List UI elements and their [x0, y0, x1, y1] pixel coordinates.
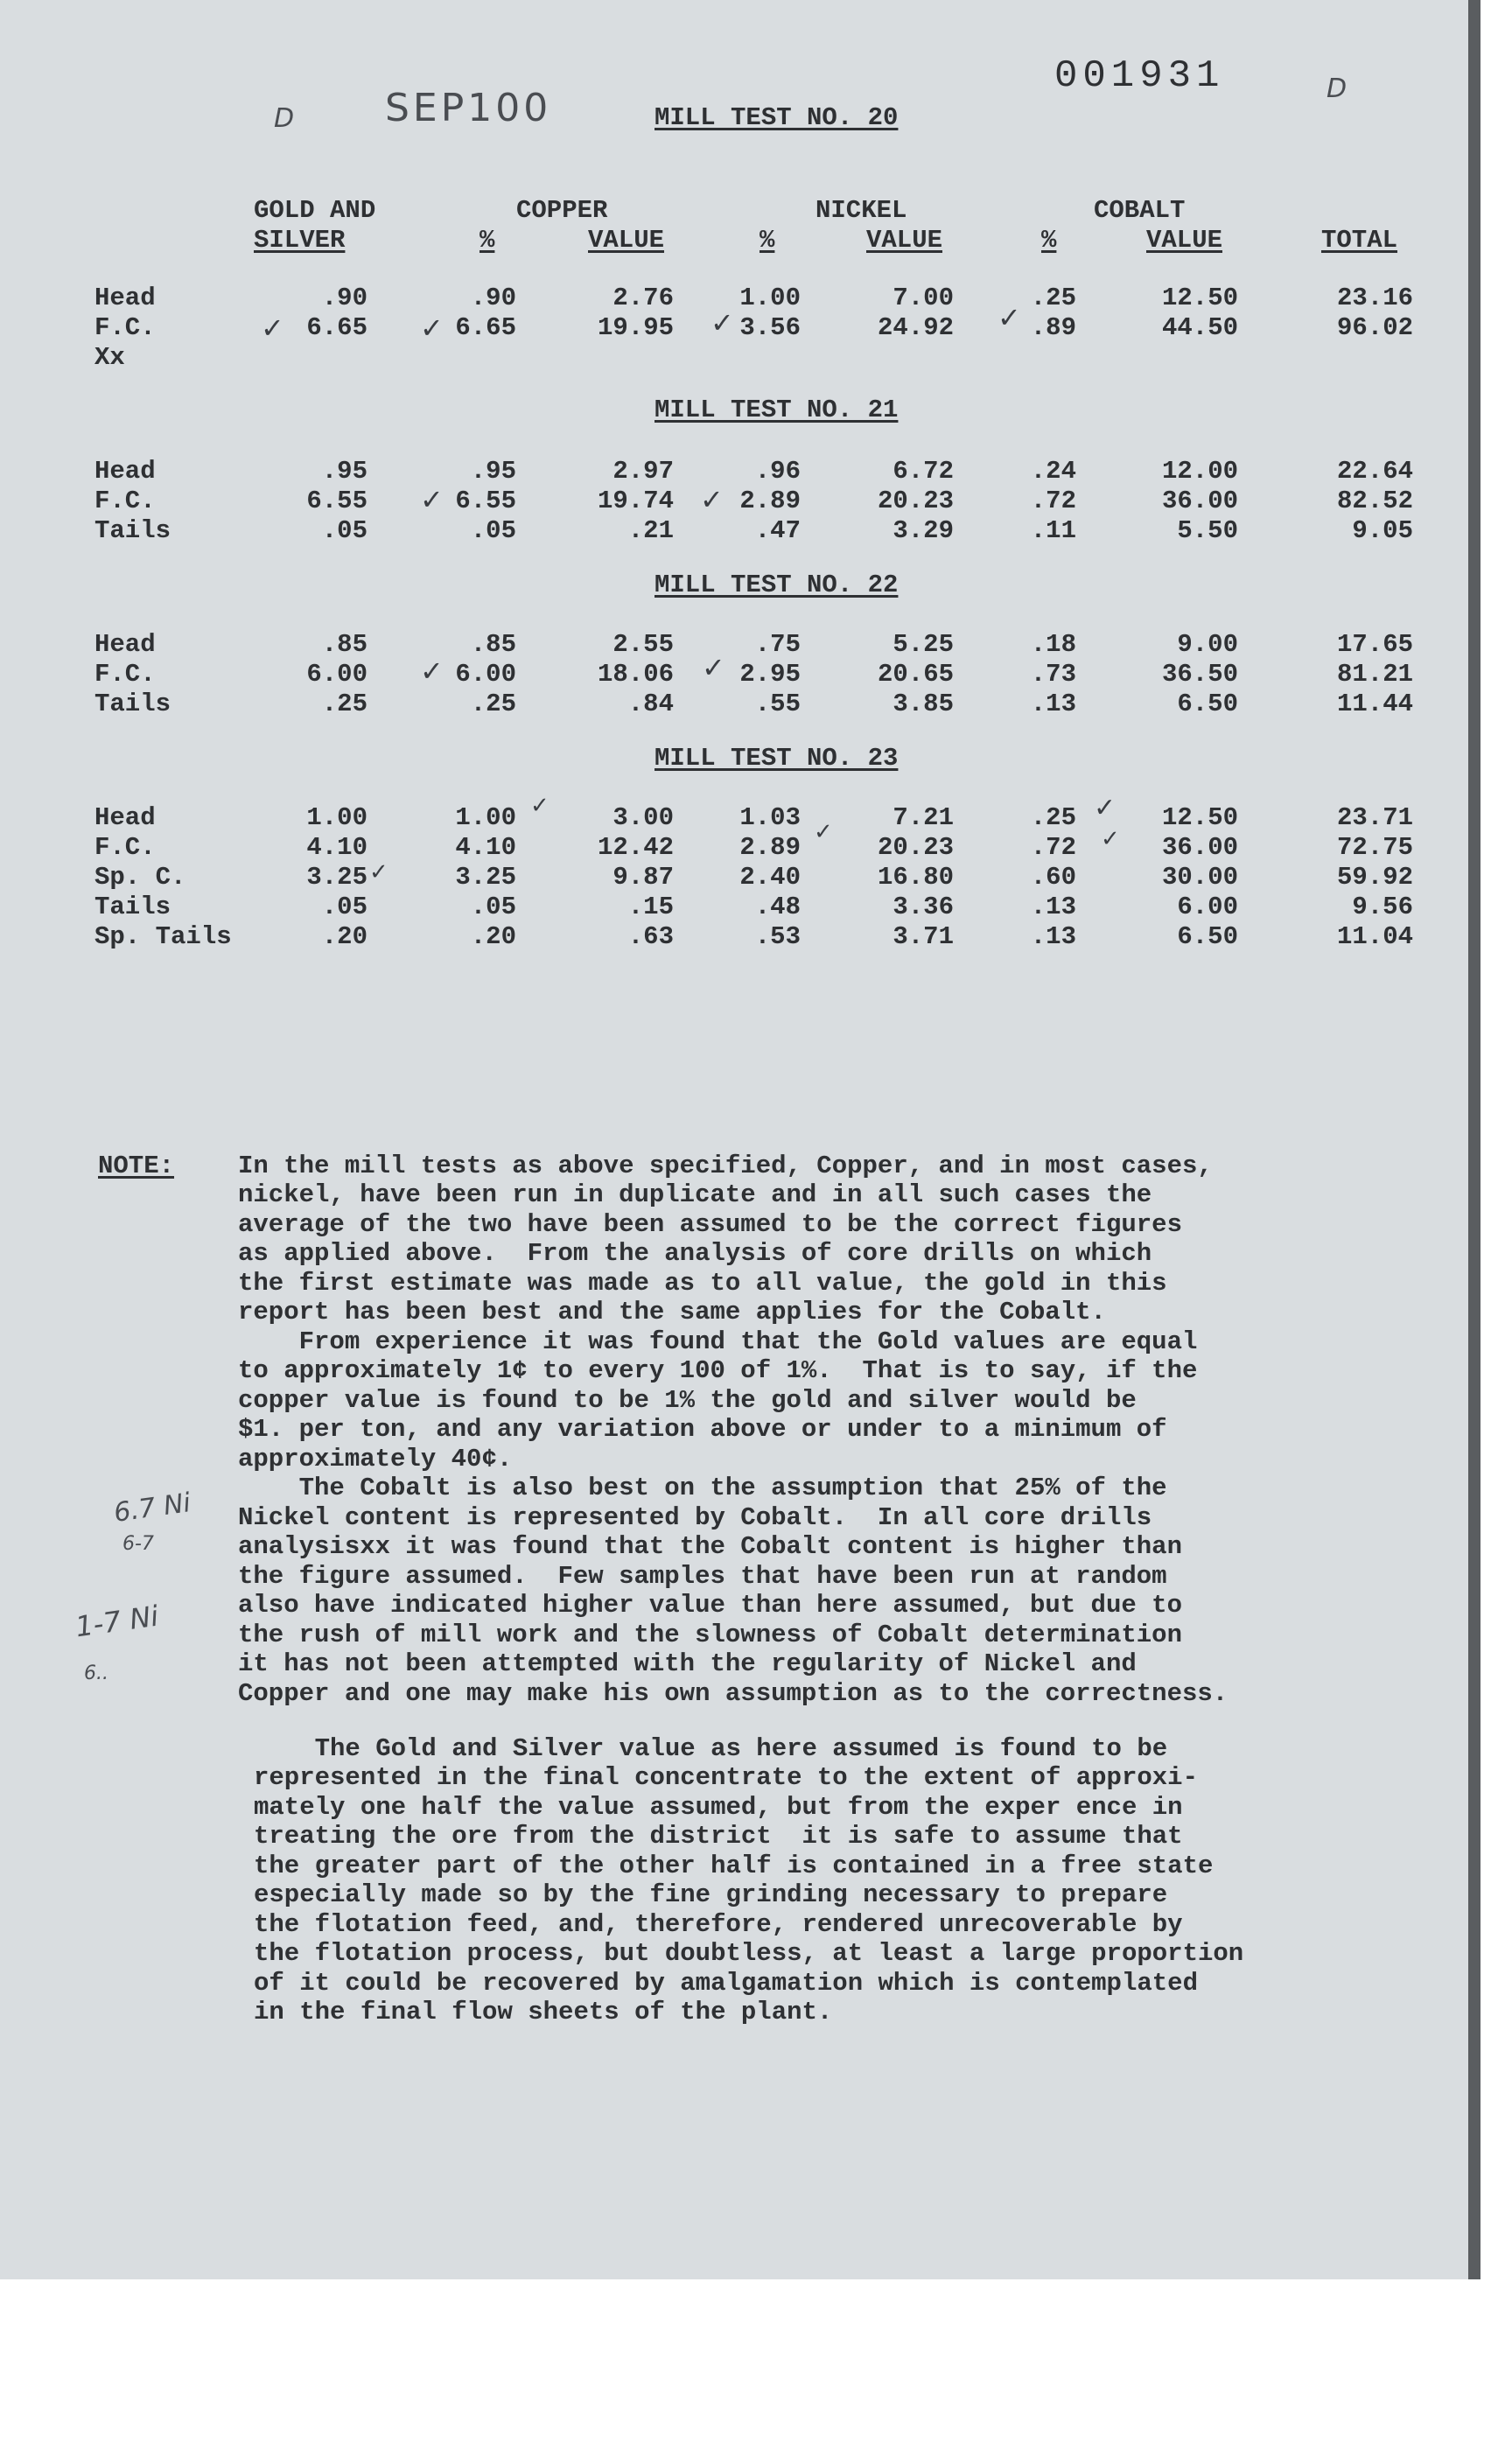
cell-cobalt-pct: .72: [1030, 833, 1076, 862]
cell-nickel-pct: 2.89: [739, 833, 801, 862]
row-label: Head: [94, 803, 156, 832]
col-header-copper-value: VALUE: [588, 226, 665, 255]
final-line: the greater part of the other half is contained in a free state: [254, 1852, 1214, 1880]
cell-nickel-pct: 2.95: [739, 660, 801, 689]
note-line: analysisxx it was found that the Cobalt content is higher than: [238, 1532, 1182, 1561]
cell-cobalt-value: 44.50: [1161, 313, 1238, 342]
cell-cobalt-pct: .13: [1030, 690, 1076, 718]
cell-nickel-pct: 2.40: [739, 863, 801, 892]
cell-gold: 6.00: [306, 660, 368, 689]
cell-gold: .95: [321, 457, 368, 486]
cell-cobalt-pct: .73: [1030, 660, 1076, 689]
cell-cobalt-value: 36.50: [1161, 660, 1238, 689]
cell-cobalt-pct: .60: [1030, 863, 1076, 892]
cell-total: 23.71: [1336, 803, 1413, 832]
note-line: the first estimate was made as to all value, the gold in this: [238, 1269, 1167, 1298]
cell-copper-pct: .20: [470, 922, 516, 951]
cell-nickel-value: 16.80: [877, 863, 954, 892]
cell-nickel-value: 3.36: [892, 892, 954, 921]
cell-cobalt-pct: .13: [1030, 922, 1076, 951]
cell-copper-value: .84: [627, 690, 674, 718]
cell-copper-value: 19.74: [597, 486, 674, 515]
cell-nickel-pct: .48: [754, 892, 801, 921]
margin-note: 6-7: [122, 1533, 154, 1555]
col-header-nickel-pct: %: [760, 226, 775, 255]
col-header-gold-1: GOLD AND: [254, 196, 376, 225]
cell-nickel-pct: .96: [754, 457, 801, 486]
cell-nickel-pct: 1.00: [739, 284, 801, 312]
final-line: of it could be recovered by amalgamation which is contemplated: [254, 1969, 1198, 1998]
col-header-cobalt-value: VALUE: [1146, 226, 1223, 255]
cell-copper-pct: 3.25: [455, 863, 516, 892]
note-line: the rush of mill work and the slowness of Cobalt determination: [238, 1620, 1182, 1649]
cell-cobalt-value: 36.00: [1161, 833, 1238, 862]
col-header-copper: COPPER: [516, 196, 608, 225]
cell-gold: 1.00: [306, 803, 368, 832]
check-mark: ✓: [420, 483, 444, 516]
cell-cobalt-pct: .89: [1030, 313, 1076, 342]
cell-copper-pct: .05: [470, 516, 516, 545]
cell-copper-pct: .95: [470, 457, 516, 486]
cell-gold: .20: [321, 922, 368, 951]
col-header-nickel-value: VALUE: [866, 226, 943, 255]
cell-nickel-value: 20.65: [877, 660, 954, 689]
note-line: In the mill tests as above specified, Copper, and in most cases,: [238, 1152, 1213, 1180]
cell-cobalt-value: 12.50: [1161, 284, 1238, 312]
check-mark: ✓: [814, 819, 833, 845]
cell-total: 17.65: [1336, 630, 1413, 659]
cell-gold: .05: [321, 892, 368, 921]
margin-note: 6..: [84, 1662, 108, 1684]
check-mark: ✓: [998, 301, 1021, 334]
cell-cobalt-pct: .24: [1030, 457, 1076, 486]
cell-copper-value: 12.42: [597, 833, 674, 862]
row-label: F.C.: [94, 486, 156, 515]
cell-gold: .05: [321, 516, 368, 545]
cell-total: 82.52: [1336, 486, 1413, 515]
row-label: Head: [94, 284, 156, 312]
check-mark: ✓: [420, 312, 444, 345]
page-edge-shadow: [1468, 0, 1480, 2279]
final-line: mately one half the value assumed, but from the exper ence in: [254, 1793, 1183, 1822]
cell-gold: 6.55: [306, 486, 368, 515]
row-label: Sp. Tails: [94, 922, 232, 951]
cell-copper-value: .21: [627, 516, 674, 545]
cell-cobalt-pct: .13: [1030, 892, 1076, 921]
cell-cobalt-value: 12.00: [1161, 457, 1238, 486]
cell-cobalt-value: 6.50: [1177, 922, 1238, 951]
row-label: Sp. C.: [94, 863, 186, 892]
cell-nickel-pct: 3.56: [739, 313, 801, 342]
cell-gold: .25: [321, 690, 368, 718]
cell-nickel-value: 5.25: [892, 630, 954, 659]
check-mark: ✓: [700, 483, 724, 516]
cell-nickel-value: 20.23: [877, 486, 954, 515]
check-mark: ✓: [420, 654, 444, 688]
cell-cobalt-pct: .18: [1030, 630, 1076, 659]
cell-total: 11.44: [1336, 690, 1413, 718]
note-line: $1. per ton, and any variation above or under to a minimum of: [238, 1415, 1167, 1444]
final-line: the flotation feed, and, therefore, rendered unrecoverable by: [254, 1910, 1183, 1939]
check-mark: ✓: [1094, 793, 1116, 823]
cell-total: 23.16: [1336, 284, 1413, 312]
row-label: Xx: [94, 343, 125, 372]
cell-total: 96.02: [1336, 313, 1413, 342]
cell-copper-value: 2.76: [612, 284, 674, 312]
cell-gold: 6.65: [306, 313, 368, 342]
cell-nickel-value: 6.72: [892, 457, 954, 486]
cell-copper-value: 9.87: [612, 863, 674, 892]
row-label: Tails: [94, 892, 172, 921]
cell-nickel-value: 20.23: [877, 833, 954, 862]
cell-copper-pct: .05: [470, 892, 516, 921]
final-line: The Gold and Silver value as here assumed is found to be: [254, 1734, 1168, 1763]
col-header-gold-2: SILVER: [254, 226, 346, 255]
document-number: 001931: [1054, 54, 1225, 98]
note-line: also have indicated higher value than here assumed, but due to: [238, 1591, 1182, 1620]
cell-copper-value: .63: [627, 922, 674, 951]
check-mark: ✓: [1101, 826, 1120, 852]
check-mark: ✓: [710, 306, 734, 340]
stamp-prefix: D: [274, 103, 295, 134]
final-line: the flotation process, but doubtless, at least a large proportion: [254, 1939, 1244, 1968]
cell-cobalt-value: 30.00: [1161, 863, 1238, 892]
row-label: F.C.: [94, 660, 156, 689]
cell-copper-value: .15: [627, 892, 674, 921]
test-title-22: MILL TEST NO. 22: [654, 570, 899, 599]
check-mark: ✓: [530, 793, 550, 819]
note-line: The Cobalt is also best on the assumption that 25% of the: [238, 1474, 1167, 1502]
note-line: approximately 40¢.: [238, 1445, 513, 1474]
final-line: in the final flow sheets of the plant.: [254, 1998, 833, 2026]
cell-nickel-pct: .75: [754, 630, 801, 659]
check-mark: ✓: [261, 312, 284, 345]
final-line: especially made so by the fine grinding necessary to prepare: [254, 1880, 1168, 1909]
cell-copper-value: 18.06: [597, 660, 674, 689]
cell-cobalt-pct: .72: [1030, 486, 1076, 515]
cell-total: 22.64: [1336, 457, 1413, 486]
cell-cobalt-value: 6.00: [1177, 892, 1238, 921]
note-line: Nickel content is represented by Cobalt. In all core drills: [238, 1503, 1152, 1532]
row-label: Tails: [94, 690, 172, 718]
cell-nickel-value: 3.85: [892, 690, 954, 718]
cell-copper-pct: 6.00: [455, 660, 516, 689]
note-line: Copper and one may make his own assumption as to the correctness.: [238, 1679, 1228, 1708]
cell-copper-pct: 6.55: [455, 486, 516, 515]
col-header-nickel: NICKEL: [816, 196, 907, 225]
col-header-total: TOTAL: [1321, 226, 1398, 255]
col-header-cobalt-pct: %: [1041, 226, 1057, 255]
cell-nickel-pct: .47: [754, 516, 801, 545]
note-line: to approximately 1¢ to every 100 of 1%. That is to say, if the: [238, 1356, 1198, 1385]
cell-copper-pct: .25: [470, 690, 516, 718]
cell-nickel-pct: .53: [754, 922, 801, 951]
note-line: nickel, have been run in duplicate and in all such cases the: [238, 1180, 1152, 1209]
note-line: report has been best and the same applies for the Cobalt.: [238, 1298, 1106, 1326]
col-header-cobalt: COBALT: [1094, 196, 1186, 225]
cell-cobalt-value: 12.50: [1161, 803, 1238, 832]
cell-copper-value: 2.97: [612, 457, 674, 486]
cell-copper-value: 3.00: [612, 803, 674, 832]
cell-copper-pct: .90: [470, 284, 516, 312]
cell-cobalt-pct: .25: [1030, 803, 1076, 832]
row-label: Head: [94, 457, 156, 486]
col-header-copper-pct: %: [480, 226, 495, 255]
cell-copper-pct: 4.10: [455, 833, 516, 862]
cell-gold: 4.10: [306, 833, 368, 862]
note-line: From experience it was found that the Gold values are equal: [238, 1327, 1198, 1356]
cell-nickel-pct: 1.03: [739, 803, 801, 832]
cell-copper-pct: .85: [470, 630, 516, 659]
row-label: Head: [94, 630, 156, 659]
cell-nickel-pct: 2.89: [739, 486, 801, 515]
cell-gold: 3.25: [306, 863, 368, 892]
test-title-23: MILL TEST NO. 23: [654, 744, 899, 773]
cell-copper-value: 2.55: [612, 630, 674, 659]
check-mark: ✓: [702, 651, 725, 684]
note-line: it has not been attempted with the regularity of Nickel and: [238, 1649, 1137, 1678]
cell-cobalt-value: 36.00: [1161, 486, 1238, 515]
final-line: treating the ore from the district it is safe to assume that: [254, 1822, 1183, 1851]
cell-total: 9.56: [1352, 892, 1413, 921]
cell-nickel-value: 3.71: [892, 922, 954, 951]
row-label: F.C.: [94, 313, 156, 342]
cell-total: 9.05: [1352, 516, 1413, 545]
corner-mark: D: [1326, 74, 1348, 104]
final-line: represented in the final concentrate to the extent of approxi-: [254, 1763, 1198, 1792]
cell-copper-value: 19.95: [597, 313, 674, 342]
cell-total: 72.75: [1336, 833, 1413, 862]
cell-nickel-value: 24.92: [877, 313, 954, 342]
date-stamp: SEP100: [385, 86, 552, 130]
note-line: as applied above. From the analysis of core drills on which: [238, 1239, 1152, 1268]
margin-note: 6.7 Ni: [111, 1488, 193, 1529]
row-label: Tails: [94, 516, 172, 545]
cell-total: 59.92: [1336, 863, 1413, 892]
cell-copper-pct: 6.65: [455, 313, 516, 342]
cell-gold: .85: [321, 630, 368, 659]
note-line: the figure assumed. Few samples that have been run at random: [238, 1562, 1167, 1591]
cell-copper-pct: 1.00: [455, 803, 516, 832]
check-mark: ✓: [369, 859, 388, 886]
row-label: F.C.: [94, 833, 156, 862]
note-label: NOTE:: [98, 1152, 175, 1180]
cell-cobalt-pct: .11: [1030, 516, 1076, 545]
margin-note: 1-7 Ni: [73, 1599, 161, 1644]
cell-nickel-pct: .55: [754, 690, 801, 718]
cell-cobalt-value: 9.00: [1177, 630, 1238, 659]
cell-nickel-value: 3.29: [892, 516, 954, 545]
cell-gold: .90: [321, 284, 368, 312]
cell-nickel-value: 7.00: [892, 284, 954, 312]
cell-nickel-value: 7.21: [892, 803, 954, 832]
note-line: average of the two have been assumed to be the correct figures: [238, 1210, 1182, 1239]
test-title-20: MILL TEST NO. 20: [654, 103, 899, 132]
note-line: copper value is found to be 1% the gold and silver would be: [238, 1386, 1137, 1415]
cell-total: 11.04: [1336, 922, 1413, 951]
cell-cobalt-pct: .25: [1030, 284, 1076, 312]
cell-cobalt-value: 6.50: [1177, 690, 1238, 718]
cell-total: 81.21: [1336, 660, 1413, 689]
cell-cobalt-value: 5.50: [1177, 516, 1238, 545]
test-title-21: MILL TEST NO. 21: [654, 396, 899, 424]
